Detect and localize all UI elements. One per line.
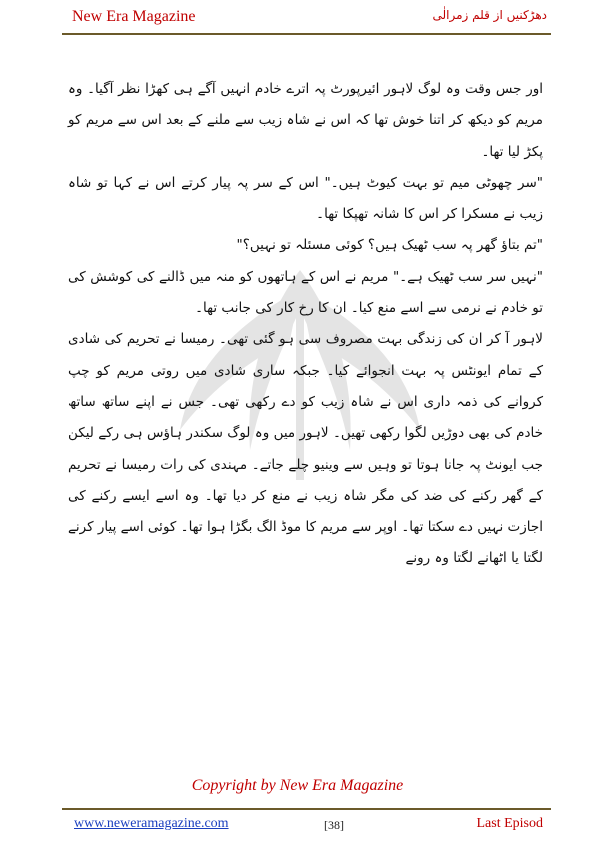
paragraph: "تم بتاؤ گھر پہ سب ٹھیک ہیں؟ کوئی مسئلہ تو نہیں؟" [236,237,543,254]
episode-label: Last Episod [476,816,543,831]
magazine-title: New Era Magazine [72,8,196,25]
paragraph: "سر چھوٹی میم تو بہت کیوٹ ہیں۔" اس کے سر پہ پیار کرتے اس نے کہا تو شاہ زیب نے مسکرا کر اس کا شانہ تھپکا تھا۔ [68,174,543,223]
page-footer [62,814,551,836]
page-number: [38] [324,818,344,832]
header-divider [62,33,551,35]
footer-divider [62,808,551,810]
paragraph: "نہیں سر سب ٹھیک ہے۔" مریم نے اس کے ہاتھوں کو منہ میں ڈالنے کی کوشش کی تو خادم نے نرمی سے اسے منع کیا۔ ان کا رخ کار کی جانب تھا۔ [68,268,543,317]
series-title: دھڑکنیں از قلم زمرالٰی [432,8,547,22]
paragraph: اور جس وقت وہ لوگ لاہور ائیرپورٹ پہ اترے خادم انہیں آگے ہی کھڑا نظر آگیا۔ وہ مریم کو دیکھ کر اتنا خوش تھا کہ اس نے شاہ زیب سے ملنے کے بعد اس سے مریم کو پکڑ لیا تھا۔ [68,81,543,160]
article-body [68,74,543,575]
page-header [62,0,551,34]
paragraph: لاہور آ کر ان کی زندگی بہت مصروف سی ہو گئی تھی۔ رمیسا نے تحریم کی شادی کے تمام ایونٹس پہ بہت انجوائے کیا۔ جبکہ ساری شادی میں روتی مریم کو چپ کروانے کی ذمہ داری اس نے شاہ زیب کو دے رکھی تھی۔ جس نے اپنے ساتھ ساتھ خادم کی بھی دوڑیں لگوا رکھی تھیں۔ لاہور میں وہ لوگ سکندر ہاؤس ہی رکے لیکن جب ایونٹ پہ جانا ہوتا تو وہیں سے وینیو چلے جاتے۔ مہندی کی رات رمیسا نے تحریم کے گھر رکنے کی ضد کی مگر شاہ زیب نے منع کر دیا تھا۔ وہ اسے ایسے رکنے کی اجازت نہیں دے سکتا تھا۔ اوپر سے مریم کا موڈ الگ بگڑا ہوا تھا۔ کوئی اسے پیار کرنے لگتا یا اٹھانے لگتا وہ رونے [68,331,543,567]
website-link[interactable]: www.neweramagazine.com [74,816,229,831]
copyright-notice: Copyright by New Era Magazine [191,777,404,794]
